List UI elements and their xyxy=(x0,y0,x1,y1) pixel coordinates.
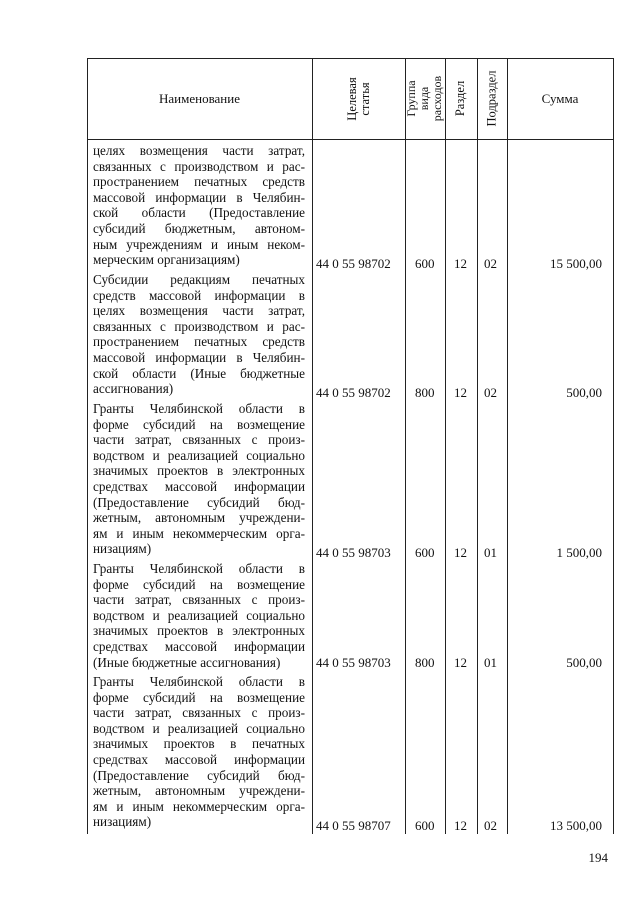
row-3-section: 12 xyxy=(454,545,467,560)
row-4-subsection: 01 xyxy=(484,655,497,670)
column-divider xyxy=(312,58,313,834)
header-expense-group: Группа вида расходов xyxy=(404,75,445,122)
name-line: низациям) xyxy=(93,541,152,557)
name-line: форме субсидий на возмещение xyxy=(93,689,305,705)
name-line: ным учреждениям и иным неком- xyxy=(93,236,305,252)
row-1-name xyxy=(93,143,305,268)
header-sum-cell xyxy=(507,58,613,139)
name-line: Гранты Челябинской области в xyxy=(93,561,305,576)
header-divider xyxy=(87,139,614,140)
header-subsection-cell xyxy=(477,58,507,139)
name-line: части затрат, связанных с произ- xyxy=(93,705,305,721)
header-section: Раздел xyxy=(453,80,468,117)
row-5-code: 44 0 55 98707 xyxy=(316,818,391,833)
row-5-name xyxy=(93,674,305,830)
name-line: ской области (Иные бюджетные xyxy=(93,365,305,381)
name-line: мерческим организациям) xyxy=(93,252,240,268)
name-line: значимых проектов в электронных xyxy=(93,463,305,479)
name-line: Гранты Челябинской области в xyxy=(93,401,305,416)
name-line: пространением печатных средств xyxy=(93,174,305,190)
name-line: средствах массовой информации xyxy=(93,478,305,494)
header-name: Наименование xyxy=(159,90,240,106)
column-divider xyxy=(445,58,446,834)
row-3-sum: 1 500,00 xyxy=(556,545,602,560)
header-sum: Сумма xyxy=(541,90,579,106)
row-5-group: 600 xyxy=(415,818,435,833)
column-divider xyxy=(477,58,478,834)
name-line: форме субсидий на возмещение xyxy=(93,576,305,592)
column-divider xyxy=(507,58,508,834)
row-1-section: 12 xyxy=(454,256,467,271)
name-line: части затрат, связанных с произ- xyxy=(93,432,305,448)
name-line: низациям) xyxy=(93,814,152,830)
budget-table xyxy=(87,58,614,834)
name-line: водством и реализацией социально xyxy=(93,447,305,463)
header-group-cell xyxy=(405,58,445,139)
row-3-subsection: 01 xyxy=(484,545,497,560)
row-2-group: 800 xyxy=(415,385,435,400)
name-line: массовой информации в Челябин- xyxy=(93,189,305,205)
row-4-code: 44 0 55 98703 xyxy=(316,655,391,670)
name-line: значимых проектов в печатных xyxy=(93,736,305,752)
row-4-sum: 500,00 xyxy=(566,655,602,670)
row-5-sum: 13 500,00 xyxy=(550,818,602,833)
column-divider xyxy=(405,58,406,834)
header-name-cell xyxy=(87,58,312,139)
name-line: целях возмещения части затрат, xyxy=(93,303,305,319)
name-line: жетным, автономным учреждени- xyxy=(93,510,305,526)
name-line: жетным, автономным учреждени- xyxy=(93,783,305,799)
name-line: массовой информации в Челябин- xyxy=(93,349,305,365)
table-border-left xyxy=(87,58,88,834)
name-line: связанных с производством и рас- xyxy=(93,158,305,174)
row-5-section: 12 xyxy=(454,818,467,833)
row-1-subsection: 02 xyxy=(484,256,497,271)
name-line: водством и реализацией социально xyxy=(93,607,305,623)
row-4-section: 12 xyxy=(454,655,467,670)
name-line: ям и иным некоммерческим орга- xyxy=(93,798,305,814)
row-2-sum: 500,00 xyxy=(566,385,602,400)
row-1-sum: 15 500,00 xyxy=(550,256,602,271)
row-4-name xyxy=(93,561,305,670)
name-line: части затрат, связанных с произ- xyxy=(93,592,305,608)
row-1-code: 44 0 55 98702 xyxy=(316,256,391,271)
name-line: ской области (Предоставление xyxy=(93,205,305,221)
header-subsection: Подраздел xyxy=(484,70,499,127)
name-line: средствах массовой информации xyxy=(93,751,305,767)
row-4-group: 800 xyxy=(415,655,435,670)
row-2-name xyxy=(93,272,305,397)
name-line: водством и реализацией социально xyxy=(93,720,305,736)
row-3-group: 600 xyxy=(415,545,435,560)
row-2-code: 44 0 55 98702 xyxy=(316,385,391,400)
name-line: (Предоставление субсидий бюд- xyxy=(93,767,305,783)
name-line: форме субсидий на возмещение xyxy=(93,416,305,432)
row-3-name xyxy=(93,401,305,557)
name-line: (Предоставление субсидий бюд- xyxy=(93,494,305,510)
name-line: пространением печатных средств xyxy=(93,334,305,350)
name-line: Гранты Челябинской области в xyxy=(93,674,305,689)
table-border-right xyxy=(613,58,614,834)
header-target-cell xyxy=(312,58,405,139)
name-line: субсидий бюджетным, автоном- xyxy=(93,220,305,236)
name-line: ям и иным некоммерческим орга- xyxy=(93,525,305,541)
name-line: ассигнования) xyxy=(93,381,174,397)
page-number: 194 xyxy=(588,850,608,865)
row-1-group: 600 xyxy=(415,256,435,271)
header-section-cell xyxy=(445,58,477,139)
name-line: средств массовой информации в xyxy=(93,287,305,303)
row-2-subsection: 02 xyxy=(484,385,497,400)
row-2-section: 12 xyxy=(454,385,467,400)
row-5-subsection: 02 xyxy=(484,818,497,833)
name-line: средствах массовой информации xyxy=(93,638,305,654)
name-line: (Иные бюджетные ассигнования) xyxy=(93,654,281,670)
name-line: целях возмещения части затрат, xyxy=(93,143,305,158)
name-line: значимых проектов в электронных xyxy=(93,623,305,639)
name-line: Субсидии редакциям печатных xyxy=(93,272,305,287)
header-target-article: Целевая статья xyxy=(344,76,372,121)
name-line: связанных с производством и рас- xyxy=(93,318,305,334)
row-3-code: 44 0 55 98703 xyxy=(316,545,391,560)
